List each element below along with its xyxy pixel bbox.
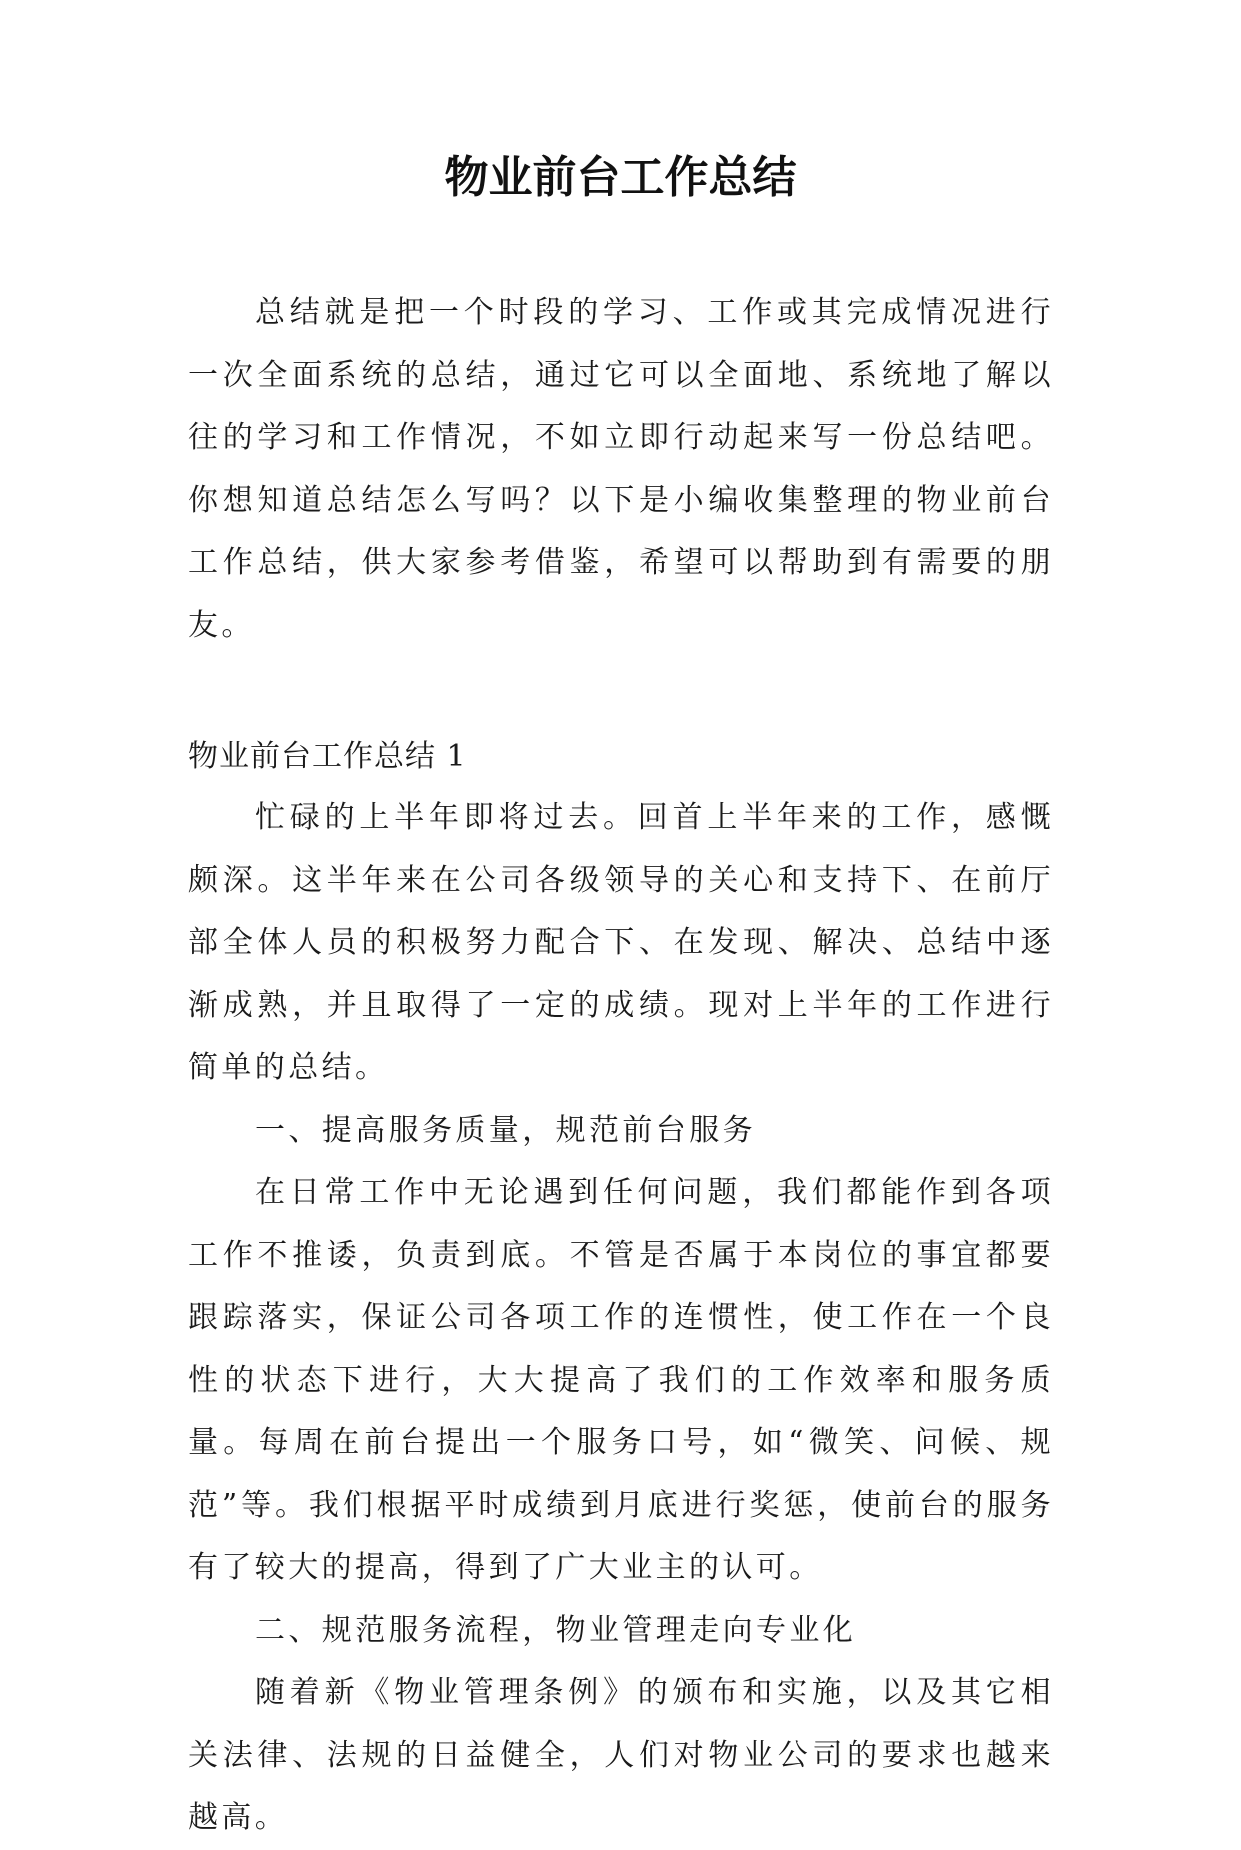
document-body	[188, 282, 1054, 1850]
intro-paragraph: 总结就是把一个时段的学习、工作或其完成情况进行一次全面系统的总结，通过它可以全面地、系统地了解以往的学习和工作情况，不如立即行动起来写一份总结吧。你想知道总结怎么写吗？以下是小编收集整理的物业前台工作总结，供大家参考借鉴，希望可以帮助到有需要的朋友。	[188, 295, 1054, 643]
paragraph-2: 在日常工作中无论遇到任何问题，我们都能作到各项工作不推诿，负责到底。不管是否属于本岗位的事宜都要跟踪落实，保证公司各项工作的连惯性，使工作在一个良性的状态下进行，大大提高了我们的工作效率和服务质量。每周在前台提出一个服务口号，如“微笑、问候、规范”等。我们根据平时成绩到月底进行奖惩，使前台的服务有了较大的提高，得到了广大业主的认可。	[188, 1175, 1054, 1585]
document-title: 物业前台工作总结	[444, 152, 797, 203]
heading-1: 一、提高服务质量，规范前台服务	[255, 1112, 756, 1148]
paragraph-3: 随着新《物业管理条例》的颁布和实施，以及其它相关法律、法规的日益健全，人们对物业公司的要求也越来越高。	[188, 1675, 1054, 1835]
section-title: 物业前台工作总结 1	[188, 739, 467, 774]
paragraph-1: 忙碌的上半年即将过去。回首上半年来的工作，感慨颇深。这半年来在公司各级领导的关心和支持下、在前厅部全体人员的积极努力配合下、在发现、解决、总结中逐渐成熟，并且取得了一定的成绩。现对上半年的工作进行简单的总结。	[188, 800, 1054, 1085]
heading-2: 二、规范服务流程，物业管理走向专业化	[255, 1612, 857, 1648]
